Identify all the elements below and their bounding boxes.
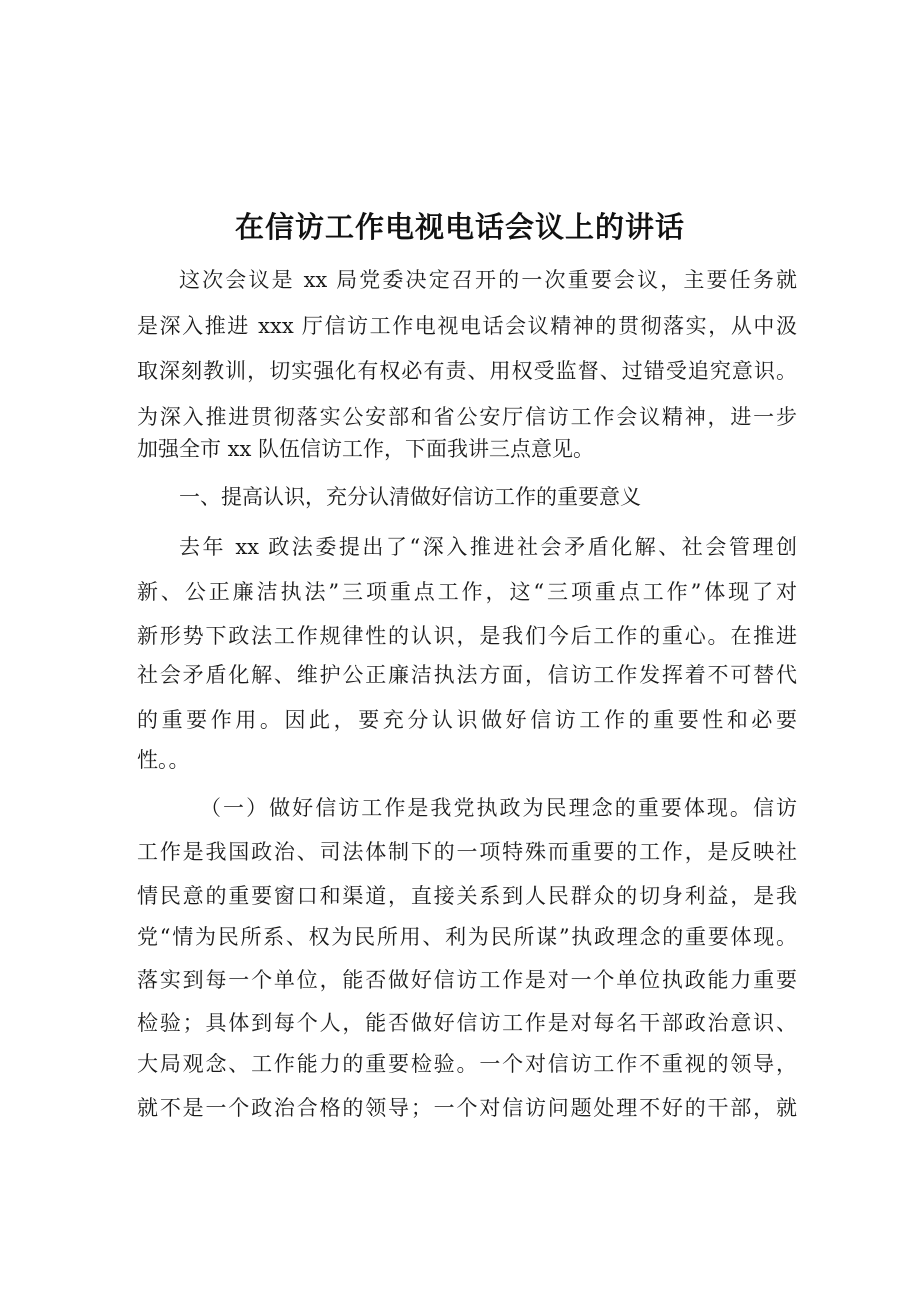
body-text-line: 落实到每一个单位，能否做好信访工作是对一个单位执政能力重要 — [137, 968, 797, 992]
body-text-line: 社会矛盾化解、维护公正廉洁执法方面，信访工作发挥着不可替代 — [137, 663, 797, 687]
body-text-line: 加强全市 xx 队伍信访工作，下面我讲三点意见。 — [137, 437, 595, 461]
body-text-line: 这次会议是 xx 局党委决定召开的一次重要会议，主要任务就 — [179, 268, 797, 292]
body-text-line: 为深入推进贯彻落实公安部和省公安厅信访工作会议精神，进一步 — [137, 405, 797, 429]
body-text-line: 党“情为民所系、权为民所用、利为民所谋”执政理念的重要体现。 — [137, 925, 797, 949]
body-text-line: 工作是我国政治、司法体制下的一项特殊而重要的工作，是反映社 — [137, 840, 797, 864]
body-text-line: 情民意的重要窗口和渠道，直接关系到人民群众的切身利益，是我 — [137, 884, 797, 908]
body-text-line: 取深刻教训，切实强化有权必有责、用权受监督、过错受追究意识。 — [137, 359, 797, 383]
body-text-line: 去年 xx 政法委提出了“深入推进社会矛盾化解、社会管理创 — [179, 535, 797, 559]
section-heading: 一、提高认识，充分认清做好信访工作的重要意义 — [179, 485, 641, 509]
body-text-line: 新形势下政法工作规律性的认识，是我们今后工作的重心。在推进 — [137, 624, 797, 648]
body-text-line: 是深入推进 xxx 厅信访工作电视电话会议精神的贯彻落实，从中汲 — [137, 314, 797, 338]
body-text-line: 性。。 — [137, 748, 190, 772]
subsection-heading-line: （一）做好信访工作是我党执政为民理念的重要体现。信访 — [200, 796, 797, 820]
body-text-line: 检验；具体到每个人，能否做好信访工作是对每名干部政治意识、 — [137, 1011, 797, 1035]
body-text-line: 的重要作用。因此，要充分认识做好信访工作的重要性和必要 — [137, 708, 797, 732]
body-text-line: 就不是一个政治合格的领导；一个对信访问题处理不好的干部，就 — [137, 1096, 797, 1120]
body-text-line: 大局观念、工作能力的重要检验。一个对信访工作不重视的领导， — [137, 1052, 797, 1076]
document-title: 在信访工作电视电话会议上的讲话 — [234, 210, 685, 244]
body-text-line: 新、公正廉洁执法”三项重点工作，这“三项重点工作”体现了对 — [137, 580, 797, 604]
